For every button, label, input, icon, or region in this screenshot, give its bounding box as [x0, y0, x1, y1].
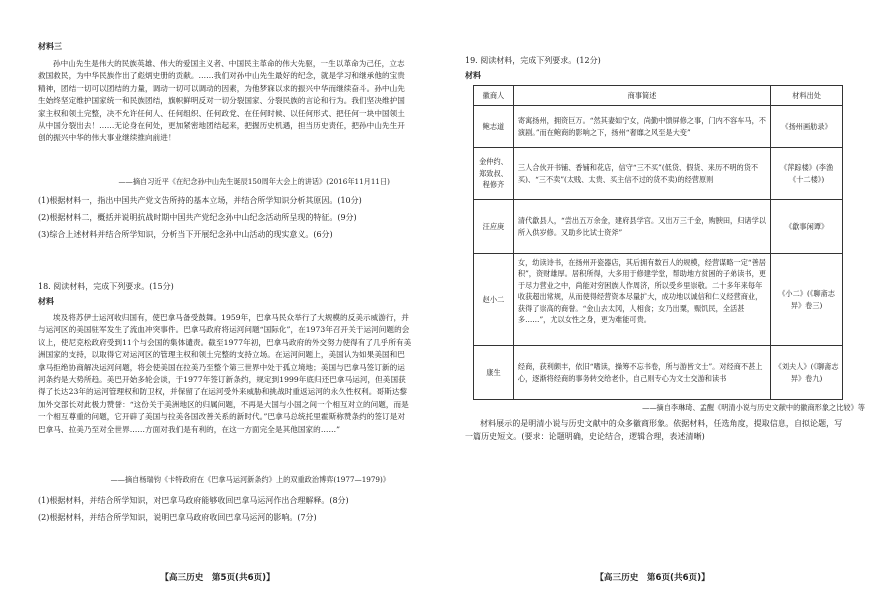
material-3-text: 孙中山先生是伟大的民族英雄、伟大的爱国主义者、中国民主革命的伟大先驱，一生以革命为己任，立志救国救民，为中华民族作出了彪炳史册的贡献。……我们对孙中山先生最好的纪念，就是学习和继承他的宝贵精神，团结一切可以团结的力量，调动一切可以调动的因素，为他梦寐以求的振兴中华而继续奋斗。孙中山先生始终坚定维护国家统一和民族团结，旗帜鲜明反对一切分裂国家、分裂民族的言论和行为。我们坚决维护国家主权和领土完整，决不允许任何人、任何组织、任何政党、在任何时候、以任何形式、把任何一块中国领土从中国分裂出去！……无论身在何处，更加紧密地团结起来，把握历史机遇，担当历史责任，把孙中山先生开创的振兴中华的伟大事业继续推向前进！: [38, 59, 405, 143]
q18-material-text: 埃及将苏伊士运河收归国有，使巴拿马备受鼓舞。1959年，巴拿马民众举行了大规模的反美示威游行，并与运河区的美国驻军发生了流血冲突事件。巴拿马政府将运河问题“国际化”，在1973年召开关于运河问题的会议上，使尼克松政府受到11个与会国的集体谴责。截至1977年初，巴拿马政府的外交努力使得有了几乎所有美洲国家的支持，以取得它对运河区的管理主权和领土完整的支持立场。在运河问题上，美国认为如果美国和巴拿马拒绝协商解决运河问题，将会使美国在拉美乃至整个第三世界中处于孤立境地；美国与巴拿马签订新的运河条约是大势所趋。美巴开始多轮会谈，于1977年签订新条约，规定到1999年底归还巴拿马运河，但美国获得了长达23年的运河管理权和防卫权，并保留了在运河受外来威胁和挑战时重返运河的永久性权利。哥斯达黎加外交部长对此极力赞誉：“这份关于美洲地区的归属问题，不再是大国与小国之间一个相互对立的问题，而是一个相互尊重的问题，它开辟了美国与拉美各国改善关系的新时代。”巴拿马总统托里霍斯称赞条约的签订是对巴拿马、拉美乃至对全世界……方面对我们是有利的，在这一方面完全是其他国家的……”: [38, 313, 412, 434]
merchant-table-wrap: [473, 85, 843, 400]
q19-source: ——摘自李琳琦、孟醒《明清小说与历史文献中的徽商形象之比较》等: [642, 403, 865, 412]
merchant-table: [473, 85, 843, 400]
merchant-source: 《扬州画舫录》: [771, 106, 843, 148]
q18-material-label: 材料: [38, 297, 54, 306]
q17-part-1: (1)根据材料一，指出中国共产党文告所持的基本立场，并结合所学知识分析其原因。(10分): [38, 196, 362, 205]
header-description: 商事简述: [513, 86, 770, 106]
header-merchant: 徽商人: [474, 86, 514, 106]
q19-title: 19. 阅读材料，完成下列要求。(12分): [465, 56, 601, 65]
merchant-desc: 经商，获利颇丰，依旧“嗜读，操筹不忘书卷，所与游皆文士”。对经商不甚上心，逐渐将经商的事务转交给老仆，自己则专心为文士交游和读书: [513, 346, 770, 400]
material-3-heading: 材料三: [38, 42, 62, 51]
q19-task: 材料展示的是明清小说与历史文献中的众多徽商形象。依据材料，任选角度，提取信息，自拟论题，写一篇历史短文。(要求：论题明确，史论结合，逻辑合理，表述清晰): [465, 419, 843, 441]
q18-title: 18. 阅读材料，完成下列要求。(15分): [38, 282, 174, 291]
merchant-name: 赵小二: [474, 254, 514, 346]
merchant-source: 《萍踪楼》(李渔《十二楼》): [771, 148, 843, 200]
table-row: [474, 148, 843, 200]
table-row: [474, 346, 843, 400]
merchant-name: 汪应庚: [474, 200, 514, 254]
merchant-desc: 清代歙县人，“尝出五万余金，建府县学宫。又出万三千金，购腴田，归诸学以所入供岁修。又助乡比试士资斧”: [513, 200, 770, 254]
table-row: [474, 254, 843, 346]
merchant-name: 鲍志道: [474, 106, 514, 148]
merchant-source: 《歙事闲谭》: [771, 200, 843, 254]
merchant-desc: 女，幼读诗书，在扬州开瓷器店，其后拥有数百人的规模，经营谋略一定“善居积”，资财雄厚。居积所得，大多用于修建学堂，帮助地方贫困的子弟读书，更于尽力营业之中，尚能对穷困族人作周济，所以受乡里崇敬。二十多年来每年收获超出常规，从而使得经营资本尽量扩大，成功地以诚信和仁义经营商业，获得了崇高的商誉。“金山去太冈，人相食；女乃出粟，赈饥民，全活甚多……”，尤以女性之身，更为难能可贵。: [517, 257, 766, 325]
page-footer: 【高三历史 第5页(共6页)】: [160, 573, 275, 583]
q18-part-2: (2)根据材料，并结合所学知识，说明巴拿马政府收回巴拿马运河的影响。(7分): [38, 513, 317, 522]
table-row: [474, 200, 843, 254]
merchant-source: 《小二》(《聊斋志异》卷三): [771, 254, 843, 346]
q18-material-source: ——摘自杨瑞钧《卡特政府在《巴拿马运河新条约》上的双重政治博弈(1977—1979)》: [110, 475, 390, 484]
header-source: 材料出处: [771, 86, 843, 106]
page-footer: 【高三历史 第6页(共6页)】: [595, 573, 710, 583]
table-header-row: [474, 86, 843, 106]
merchant-name: 康生: [474, 346, 514, 400]
merchant-desc: 三人合伙开书铺、香铺和花店，信守“三不买”(低货、假货、来历不明的货不买)、“三不卖”(太贱、太贵、买主信不过的货不卖)的经营原则: [513, 148, 770, 200]
q17-part-2: (2)根据材料二，概括并说明抗战时期中国共产党纪念孙中山纪念活动所呈现的特征。(9分): [38, 213, 357, 222]
material-3-source: ——摘自习近平《在纪念孙中山先生诞辰150周年大会上的讲话》(2016年11月11日): [118, 177, 390, 186]
merchant-source: 《刘夫人》(《聊斋志异》卷九): [771, 346, 843, 400]
q19-material-label: 材料: [465, 71, 481, 80]
q17-part-3: (3)综合上述材料并结合所学知识，分析当下开展纪念孙中山活动的现实意义。(6分): [38, 230, 333, 239]
q18-part-1: (1)根据材料，并结合所学知识，对巴拿马政府能够收回巴拿马运河作出合理解释。(8分): [38, 496, 349, 505]
merchant-desc: 寄寓扬州，拥资巨万。“然其妻如宁女，尚勤中馈屏修之事，门内不容车马，不演剧。”而在鲍商的影响之下，扬州“奢靡之风至是大变”: [513, 106, 770, 148]
table-row: [474, 106, 843, 148]
merchant-name: 金仲约、郑致叔、程修齐: [474, 148, 514, 200]
page-6: [435, 0, 870, 597]
